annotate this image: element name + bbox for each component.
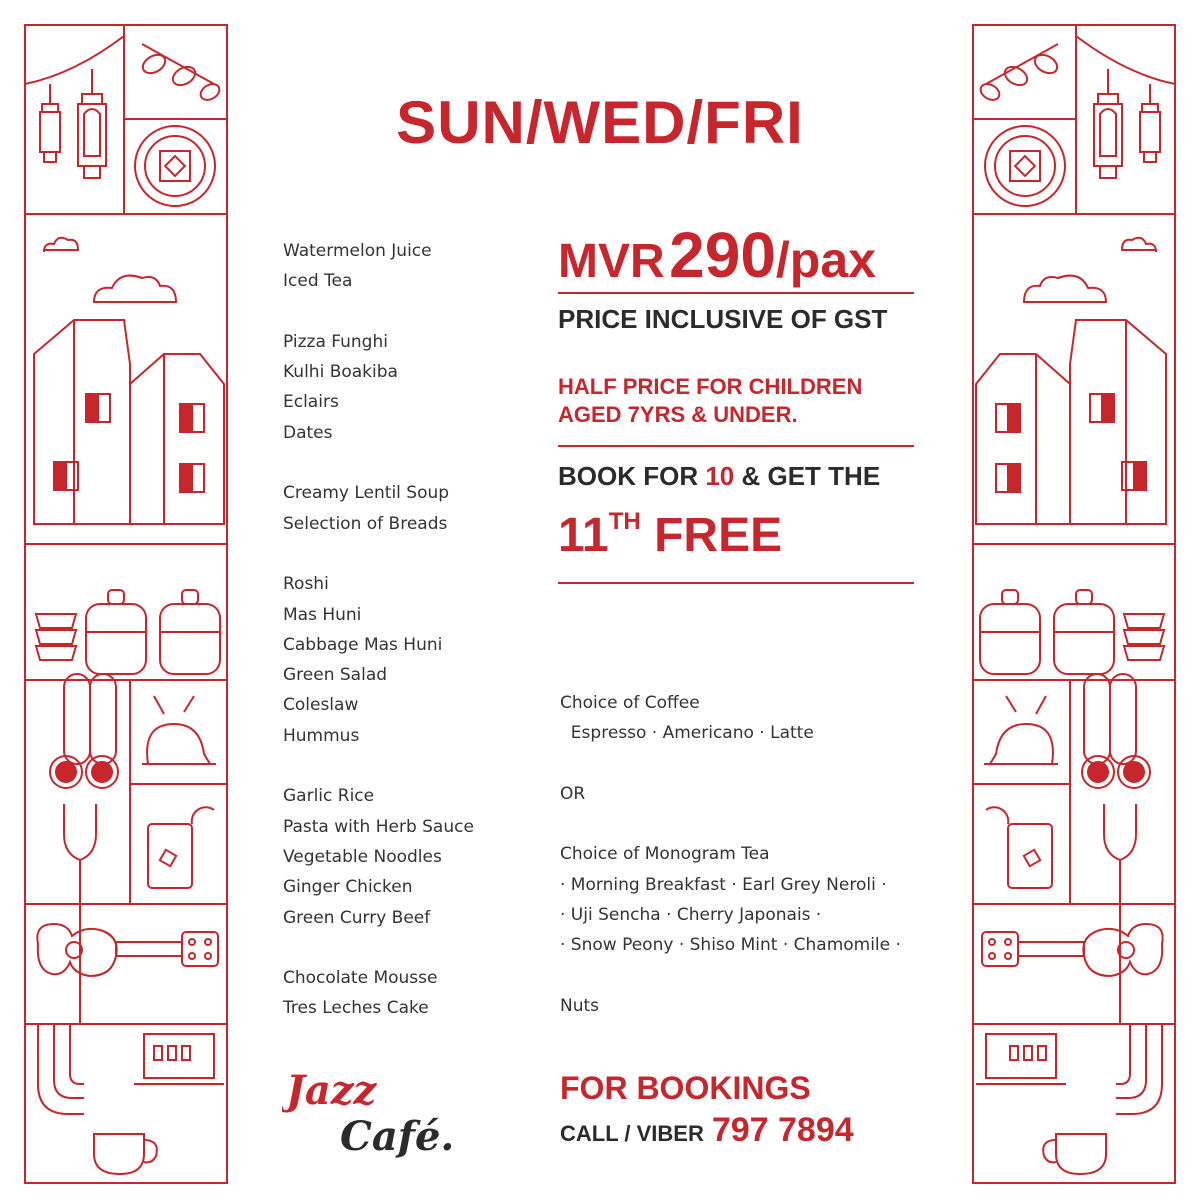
fork-icon bbox=[1104, 804, 1136, 1024]
list-item: Cabbage Mas Huni bbox=[283, 634, 443, 655]
free-ordinal: TH bbox=[608, 508, 641, 535]
decorative-panel-right bbox=[972, 24, 1176, 1184]
list-item: Hummus bbox=[283, 725, 360, 746]
children-discount-line: AGED 7YRS & UNDER. bbox=[558, 402, 798, 427]
list-item: Pizza Funghi bbox=[283, 331, 388, 352]
spoons-icon bbox=[50, 674, 118, 788]
bookings-block bbox=[560, 1070, 854, 1150]
house-icon bbox=[34, 320, 130, 524]
iced-drink-icon bbox=[148, 807, 214, 888]
cloud-icon bbox=[94, 276, 176, 302]
price-currency: MVR bbox=[558, 235, 665, 288]
list-item: Roshi bbox=[283, 574, 329, 595]
divider bbox=[558, 445, 914, 447]
list-item: Coleslaw bbox=[283, 695, 359, 716]
tea-options: · Morning Breakfast · Earl Grey Neroli · bbox=[560, 874, 887, 895]
bookings-heading: FOR BOOKINGS bbox=[560, 1070, 811, 1106]
menu-group-mains bbox=[283, 781, 474, 932]
call-label: CALL / VIBER bbox=[560, 1121, 704, 1146]
guitar-icon bbox=[982, 924, 1163, 976]
list-item: Chocolate Mousse bbox=[283, 968, 438, 989]
list-item: Watermelon Juice bbox=[283, 241, 432, 261]
offer-number: 10 bbox=[705, 461, 735, 491]
food-menu bbox=[283, 236, 474, 1054]
iced-drink-icon bbox=[986, 807, 1052, 888]
string-lights-icon bbox=[25, 36, 124, 84]
coffee-machine-icon bbox=[134, 1034, 224, 1084]
menu-group-desserts bbox=[283, 963, 474, 1024]
jar-icon bbox=[980, 590, 1040, 674]
group-offer bbox=[558, 461, 914, 492]
list-item: Creamy Lentil Soup bbox=[283, 483, 450, 504]
free-offer bbox=[558, 496, 914, 562]
gst-note: PRICE INCLUSIVE OF GST bbox=[558, 304, 888, 334]
or-separator: OR bbox=[560, 783, 586, 804]
free-word: FREE bbox=[640, 509, 783, 562]
coffee-machine-icon bbox=[976, 1034, 1066, 1084]
list-item: Green Curry Beef bbox=[283, 907, 431, 928]
coffee-options: Espresso · Americano · Latte bbox=[560, 723, 814, 744]
nuts-item: Nuts bbox=[560, 995, 600, 1016]
list-item: Green Salad bbox=[283, 665, 388, 686]
fork-icon bbox=[64, 804, 96, 1024]
guitar-icon bbox=[37, 924, 218, 976]
price-heading bbox=[558, 218, 914, 292]
offer-prefix: BOOK FOR bbox=[558, 461, 706, 491]
jar-icon bbox=[1054, 590, 1114, 674]
price-block bbox=[558, 218, 914, 584]
free-number: 11 bbox=[558, 509, 609, 562]
tea-options: · Uji Sencha · Cherry Japonais · bbox=[560, 905, 822, 926]
jazz-cafe-logo bbox=[282, 1066, 467, 1158]
divider bbox=[558, 582, 914, 584]
cloud-icon bbox=[1024, 276, 1106, 302]
jar-icon bbox=[160, 590, 220, 674]
list-item: Eclairs bbox=[283, 392, 339, 413]
list-item: Mas Huni bbox=[283, 604, 362, 625]
children-discount-line: HALF PRICE FOR CHILDREN bbox=[558, 374, 863, 399]
spoons-icon bbox=[1082, 674, 1150, 788]
menu-group-sides bbox=[283, 569, 474, 751]
children-discount bbox=[558, 373, 914, 429]
list-item: Dates bbox=[283, 422, 333, 443]
string-lights-icon bbox=[1076, 36, 1175, 84]
jar-icon bbox=[86, 590, 146, 674]
phone-number[interactable]: 797 7894 bbox=[711, 1111, 854, 1149]
illustration-strip-left bbox=[24, 24, 228, 1184]
page-title: SUN/WED/FRI bbox=[396, 89, 804, 156]
coffee-cup-icon bbox=[1043, 1134, 1106, 1174]
logo-line2: Café. bbox=[340, 1113, 455, 1158]
house-icon bbox=[1070, 320, 1166, 524]
list-item: Tres Leches Cake bbox=[283, 998, 429, 1019]
list-item: Vegetable Noodles bbox=[283, 846, 442, 867]
pipes-icon bbox=[1116, 1024, 1162, 1114]
pipes-icon bbox=[38, 1024, 84, 1114]
bowl-stack-icon bbox=[36, 614, 76, 660]
coffee-title: Choice of Coffee bbox=[560, 693, 700, 713]
call-line bbox=[560, 1111, 854, 1150]
price-amount: 290 bbox=[669, 219, 776, 291]
roast-chicken-icon bbox=[142, 696, 216, 764]
list-item: Garlic Rice bbox=[283, 786, 375, 807]
cloud-icon bbox=[1122, 238, 1156, 252]
roast-chicken-icon bbox=[984, 696, 1058, 764]
tea-options: · Snow Peony · Shiso Mint · Chamomile · bbox=[560, 935, 901, 956]
price-unit: /pax bbox=[775, 232, 876, 288]
list-item: Pasta with Herb Sauce bbox=[283, 816, 474, 837]
list-item: Ginger Chicken bbox=[283, 877, 413, 898]
logo-line1: Jazz bbox=[286, 1067, 377, 1114]
menu-group-soup bbox=[283, 478, 474, 539]
list-item: Selection of Breads bbox=[283, 513, 448, 534]
decorative-panel-left bbox=[24, 24, 228, 1184]
house-icon bbox=[130, 354, 224, 524]
menu-group-drinks bbox=[283, 236, 474, 297]
list-item: Iced Tea bbox=[283, 271, 353, 292]
bowl-stack-icon bbox=[1124, 614, 1164, 660]
cloud-icon bbox=[44, 238, 78, 252]
beverage-menu bbox=[560, 688, 901, 1021]
house-icon bbox=[976, 354, 1070, 524]
offer-suffix: & GET THE bbox=[734, 461, 881, 491]
list-item: Kulhi Boakiba bbox=[283, 362, 398, 383]
menu-group-starters bbox=[283, 327, 474, 448]
coffee-cup-icon bbox=[94, 1134, 157, 1174]
illustration-strip-right bbox=[972, 24, 1176, 1184]
divider bbox=[558, 292, 914, 294]
tea-title: Choice of Monogram Tea bbox=[560, 844, 770, 865]
